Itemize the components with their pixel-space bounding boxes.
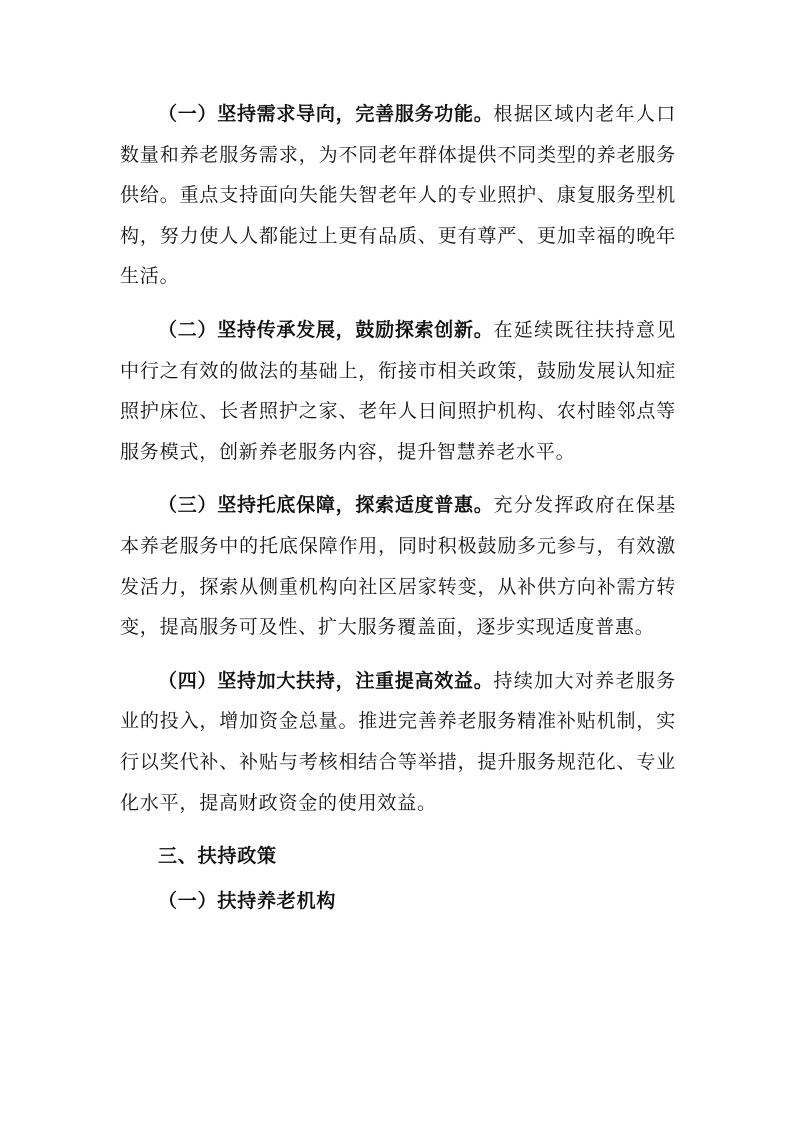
paragraph-4-body: 持续加大对养老服务业的投入，增加资金总量。推进完善养老服务精准补贴机制，实行以奖代补、补贴与考核相结合等举措，提升服务规范化、专业化水平，提高财政资金的使用效益。 (120, 669, 677, 814)
paragraph-3-lead: （三）坚持托底保障，探索适度普惠。 (158, 494, 494, 517)
paragraph-4 (120, 661, 676, 823)
paragraph-2-body: 在延续既往扶持意见中行之有效的做法的基础上，衔接市相关政策，鼓励发展认知症照护床位、长者照护之家、老年人日间照护机构、农村睦邻点等服务模式，创新养老服务内容，提升智慧养老水平。 (120, 318, 677, 463)
paragraph-3-body: 充分发挥政府在保基本养老服务中的托底保障作用，同时积极鼓励多元参与，有效激发活力，探索从侧重机构向社区居家转变，从补供方向补需方转变，提高服务可及性、扩大服务覆盖面，逐步实现适度普惠。 (120, 494, 677, 639)
paragraph-3 (120, 485, 676, 647)
paragraph-2-lead: （二）坚持传承发展，鼓励探索创新。 (158, 318, 494, 341)
sub-heading: （一）扶持养老机构 (158, 889, 337, 912)
paragraph-1-lead: （一）坚持需求导向，完善服务功能。 (158, 103, 494, 125)
section-heading: 三、扶持政策 (158, 845, 277, 868)
document-page (120, 94, 676, 921)
paragraph-2 (120, 310, 676, 472)
paragraph-1-body: 根据区域内老年人口数量和养老服务需求，为不同老年群体提供不同类型的养老服务供给。重点支持面向失能失智老年人的专业照护、康复服务型机构，努力使人人都能过上更有品质、更有尊严、更加幸福的晚年生活。 (120, 103, 677, 288)
paragraph-4-lead: （四）坚持加大扶持，注重提高效益。 (158, 669, 494, 692)
paragraph-1 (120, 94, 676, 297)
